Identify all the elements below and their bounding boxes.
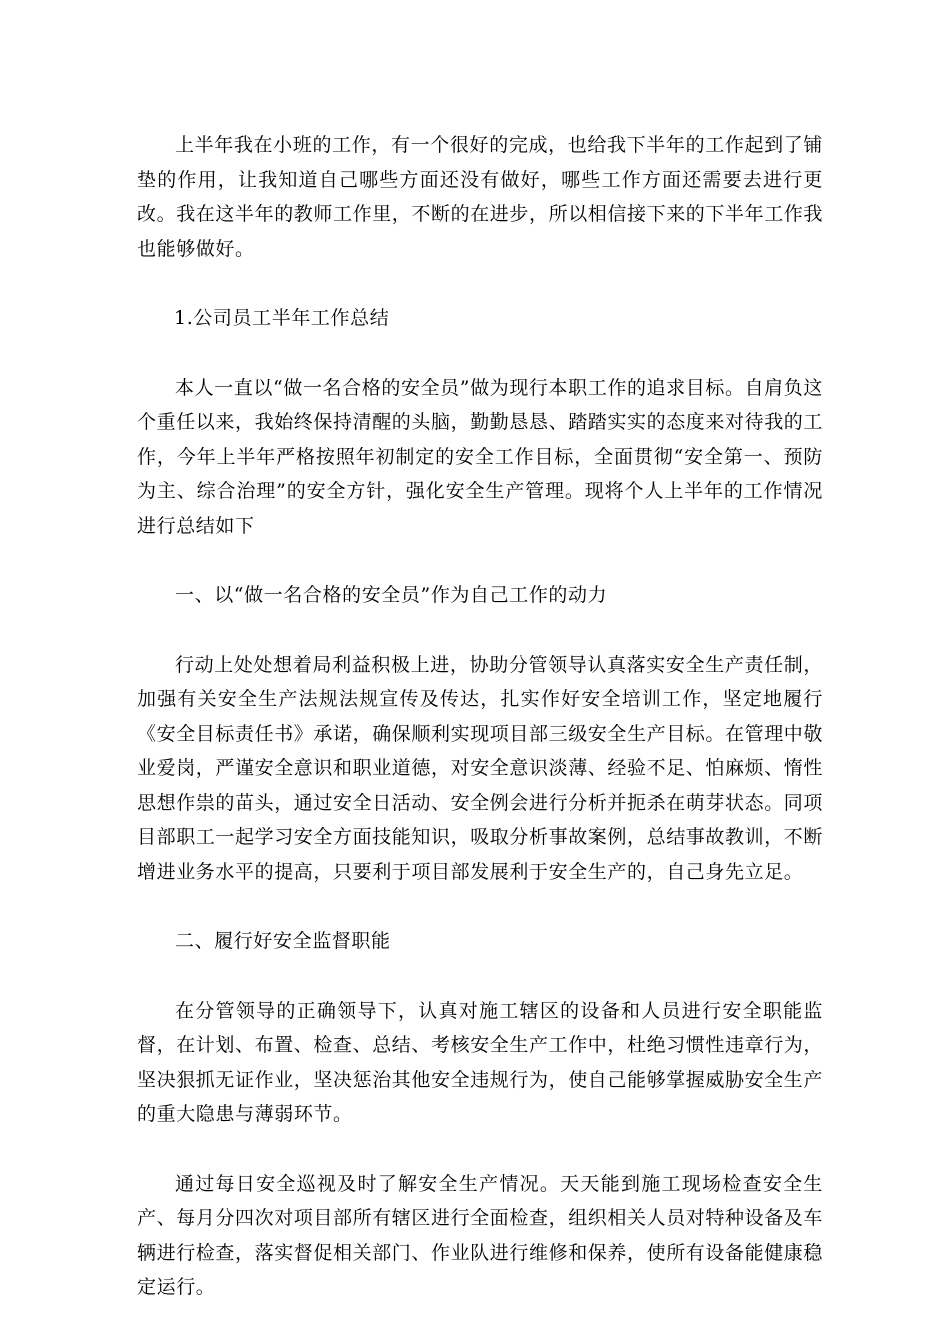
section-heading-summary: 1.公司员工半年工作总结 — [174, 307, 390, 329]
paragraph-inspection: 通过每日安全巡视及时了解安全生产情况。天天能到施工现场检查安全生产、每月分四次对项目部所有辖区进行全面检查，组织相关人员对特种设备及车辆进行检查，落实督促相关部门、作业队进行维修和保养，使所有设备能健康稳定运行。 — [137, 1172, 824, 1298]
section-heading-one: 一、以“做一名合格的安全员”作为自己工作的动力 — [175, 584, 608, 606]
paragraph-goal: 本人一直以“做一名合格的安全员”做为现行本职工作的追求目标。自肩负这个重任以来，我始终保持清醒的头脑，勤勤恳恳、踏踏实实的态度来对待我的工作，今年上半年严格按照年初制定的安全工作目标，全面贯彻“安全第一、预防为主、综合治理”的安全方针，强化安全生产管理。现将个人上半年的工作情况进行总结如下 — [137, 376, 824, 537]
paragraph-supervision: 在分管领导的正确领导下，认真对施工辖区的设备和人员进行安全职能监督，在计划、布置、检查、总结、考核安全生产工作中，杜绝习惯性违章行为，坚决狠抓无证作业，坚决惩治其他安全违规行为，使自己能够掌握威胁安全生产的重大隐患与薄弱环节。 — [137, 999, 824, 1125]
paragraph-intro: 上半年我在小班的工作，有一个很好的完成，也给我下半年的工作起到了铺垫的作用，让我知道自己哪些方面还没有做好，哪些工作方面还需要去进行更改。我在这半年的教师工作里，不断的在进步，所以相信接下来的下半年工作我也能够做好。 — [137, 134, 824, 260]
section-heading-two: 二、履行好安全监督职能 — [175, 930, 391, 952]
document-body — [137, 128, 823, 1305]
paragraph-actions: 行动上处处想着局利益积极上进，协助分管领导认真落实安全生产责任制，加强有关安全生产法规法规宣传及传达，扎实作好安全培训工作，坚定地履行《安全目标责任书》承诺，确保顺利实现项目部三级安全生产目标。在管理中敬业爱岗，严谨安全意识和职业道德，对安全意识淡薄、经验不足、怕麻烦、惰性思想作祟的苗头，通过安全日活动、安全例会进行分析并扼杀在萌芽状态。同项目部职工一起学习安全方面技能知识，吸取分析事故案例，总结事故教训，不断增进业务水平的提高，只要利于项目部发展利于安全生产的，自己身先立足。 — [137, 653, 824, 883]
